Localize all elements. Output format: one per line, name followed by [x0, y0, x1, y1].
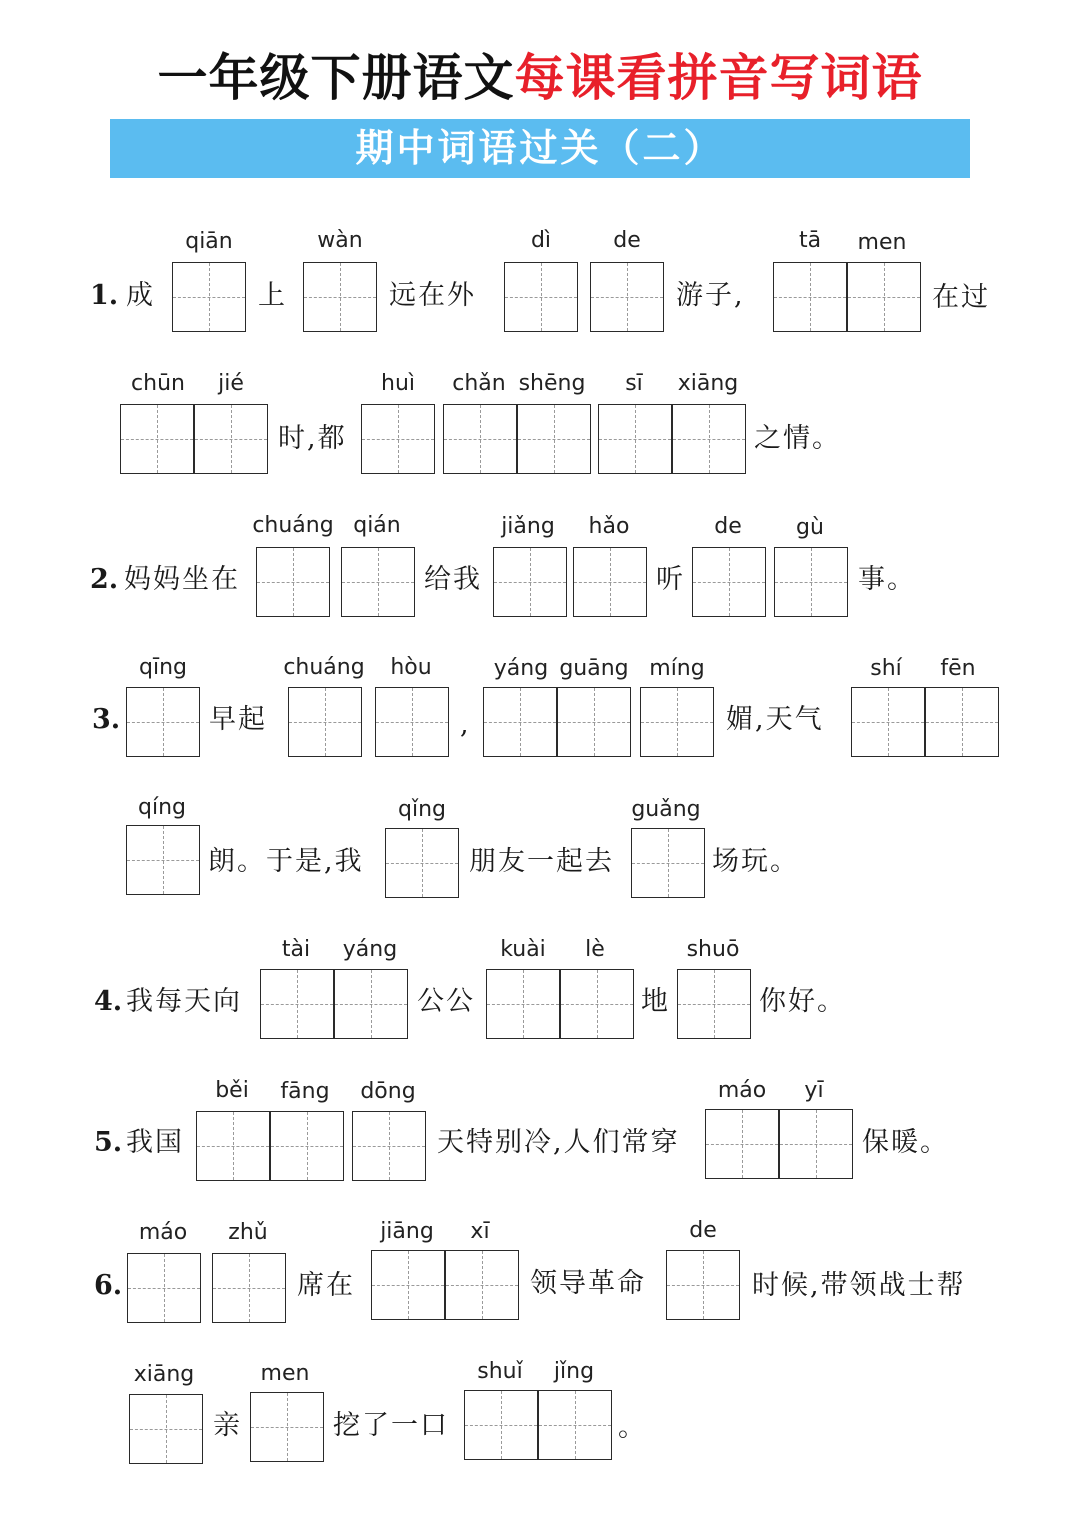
pinyin-label: de: [714, 514, 742, 539]
writing-box[interactable]: [677, 969, 751, 1039]
pinyin-label: xī: [470, 1219, 490, 1244]
writing-box[interactable]: [270, 1111, 344, 1181]
pinyin-label: men: [260, 1361, 310, 1386]
writing-box[interactable]: [925, 687, 999, 757]
question-text: 。: [618, 1412, 647, 1443]
writing-box[interactable]: [127, 1253, 201, 1323]
writing-box[interactable]: [560, 969, 634, 1039]
pinyin-label: wàn: [317, 228, 363, 253]
pinyin-label: de: [613, 228, 641, 253]
pinyin-label: huì: [381, 371, 415, 396]
writing-box[interactable]: [640, 687, 714, 757]
pinyin-label: shuō: [686, 937, 740, 962]
pinyin-label: guāng: [559, 656, 629, 681]
question-text: 领导革命: [530, 1268, 646, 1299]
pinyin-label: kuài: [500, 937, 546, 962]
pinyin-label: jié: [218, 371, 244, 396]
worksheet-title: 一年级下册语文每课看拼音写词语: [157, 49, 923, 107]
question-text: 我每天向: [126, 986, 242, 1017]
question-text: 我国: [126, 1127, 184, 1158]
question-text: 场玩。: [712, 846, 799, 877]
question-text: 给我: [424, 564, 482, 595]
writing-box[interactable]: [666, 1250, 740, 1320]
section-banner: 期中词语过关（二）: [110, 119, 970, 178]
writing-box[interactable]: [493, 547, 567, 617]
pinyin-label: xiāng: [133, 1362, 195, 1387]
question-text: 听: [656, 564, 685, 595]
question-text: 远在外: [389, 280, 476, 311]
pinyin-label: máo: [717, 1078, 767, 1103]
question-number: 5.: [94, 1127, 123, 1158]
question-text: 之情。: [754, 423, 841, 454]
writing-box[interactable]: [443, 404, 517, 474]
writing-box[interactable]: [504, 262, 578, 332]
pinyin-label: fāng: [280, 1079, 330, 1104]
question-text: 你好。: [759, 986, 846, 1017]
pinyin-label: tài: [281, 937, 311, 962]
pinyin-label: chūn: [131, 371, 185, 396]
question-text: 成: [126, 280, 155, 311]
pinyin-label: shēng: [518, 371, 586, 396]
writing-box[interactable]: [851, 687, 925, 757]
writing-box[interactable]: [288, 687, 362, 757]
question-number: 1.: [90, 280, 119, 311]
writing-box[interactable]: [557, 687, 631, 757]
writing-box[interactable]: [341, 547, 415, 617]
writing-box[interactable]: [538, 1390, 612, 1460]
writing-box[interactable]: [483, 687, 557, 757]
writing-box[interactable]: [120, 404, 194, 474]
writing-box[interactable]: [303, 262, 377, 332]
question-text: 公公: [417, 986, 475, 1017]
writing-box[interactable]: [385, 828, 459, 898]
question-text: 事。: [858, 564, 916, 595]
pinyin-label: chǎn: [452, 371, 506, 396]
pinyin-label: jiāng: [380, 1219, 434, 1244]
question-text: 挖了一口: [333, 1410, 449, 1441]
writing-box[interactable]: [773, 262, 847, 332]
pinyin-label: sī: [625, 371, 643, 396]
question-text: ,: [460, 709, 471, 740]
writing-box[interactable]: [172, 262, 246, 332]
pinyin-label: gù: [796, 515, 824, 540]
question-text: 朗。于是,我: [208, 846, 364, 877]
writing-box[interactable]: [361, 404, 435, 474]
pinyin-label: yáng: [493, 656, 549, 681]
writing-box[interactable]: [486, 969, 560, 1039]
question-text: 上: [258, 280, 287, 311]
writing-box[interactable]: [250, 1392, 324, 1462]
pinyin-label: shí: [870, 656, 902, 681]
pinyin-label: qián: [353, 513, 401, 538]
writing-box[interactable]: [847, 262, 921, 332]
writing-box[interactable]: [334, 969, 408, 1039]
pinyin-label: qiān: [185, 229, 233, 254]
question-number: 4.: [94, 986, 123, 1017]
question-text: 媚,天气: [726, 704, 824, 735]
writing-box[interactable]: [126, 687, 200, 757]
pinyin-label: běi: [215, 1078, 249, 1103]
writing-box[interactable]: [196, 1111, 270, 1181]
writing-box[interactable]: [705, 1109, 779, 1179]
writing-box[interactable]: [445, 1250, 519, 1320]
writing-box[interactable]: [692, 547, 766, 617]
pinyin-label: dì: [530, 228, 552, 253]
question-number: 6.: [94, 1270, 123, 1301]
question-text: 早起: [209, 704, 267, 735]
writing-box[interactable]: [375, 687, 449, 757]
pinyin-label: hòu: [390, 655, 432, 680]
writing-box[interactable]: [774, 547, 848, 617]
pinyin-label: guǎng: [631, 797, 701, 822]
pinyin-label: yáng: [342, 937, 398, 962]
question-text: 地: [641, 986, 670, 1017]
question-text: 天特别冷,人们常穿: [437, 1127, 680, 1158]
question-text: 妈妈坐在: [124, 564, 240, 595]
question-text: 时,都: [278, 423, 347, 454]
pinyin-label: fēn: [940, 656, 976, 681]
pinyin-label: chuáng: [252, 513, 334, 538]
question-text: 在过: [932, 282, 990, 313]
question-number: 2.: [90, 564, 119, 595]
pinyin-label: qīng: [139, 655, 187, 680]
writing-box[interactable]: [517, 404, 591, 474]
question-text: 朋友一起去: [469, 846, 614, 877]
pinyin-label: yī: [804, 1078, 824, 1103]
writing-box[interactable]: [573, 547, 647, 617]
question-text: 保暖。: [862, 1127, 949, 1158]
pinyin-label: zhǔ: [228, 1220, 268, 1245]
pinyin-label: jǐng: [553, 1359, 595, 1384]
pinyin-label: qíng: [138, 795, 186, 820]
pinyin-label: míng: [649, 656, 705, 681]
pinyin-label: de: [689, 1218, 717, 1243]
pinyin-label: shuǐ: [477, 1359, 523, 1384]
question-text: 席在: [297, 1270, 355, 1301]
writing-box[interactable]: [631, 828, 705, 898]
writing-box[interactable]: [598, 404, 672, 474]
writing-box[interactable]: [129, 1394, 203, 1464]
writing-box[interactable]: [779, 1109, 853, 1179]
pinyin-label: xiāng: [677, 371, 739, 396]
pinyin-label: lè: [585, 937, 605, 962]
question-text: 时候,带领战士帮: [752, 1270, 966, 1301]
pinyin-label: qǐng: [398, 797, 446, 822]
pinyin-label: máo: [138, 1220, 188, 1245]
pinyin-label: hǎo: [588, 514, 630, 539]
writing-box[interactable]: [126, 825, 200, 895]
writing-box[interactable]: [212, 1253, 286, 1323]
writing-box[interactable]: [371, 1250, 445, 1320]
pinyin-label: tā: [798, 228, 822, 253]
writing-box[interactable]: [590, 262, 664, 332]
writing-box[interactable]: [352, 1111, 426, 1181]
writing-box[interactable]: [194, 404, 268, 474]
question-text: 亲: [213, 1410, 242, 1441]
writing-box[interactable]: [672, 404, 746, 474]
writing-box[interactable]: [260, 969, 334, 1039]
pinyin-label: dōng: [360, 1079, 416, 1104]
writing-box[interactable]: [464, 1390, 538, 1460]
pinyin-label: jiǎng: [501, 514, 555, 539]
pinyin-label: men: [857, 230, 907, 255]
question-number: 3.: [92, 704, 121, 735]
pinyin-label: chuáng: [283, 655, 365, 680]
question-text: 游子,: [676, 280, 745, 311]
writing-box[interactable]: [256, 547, 330, 617]
